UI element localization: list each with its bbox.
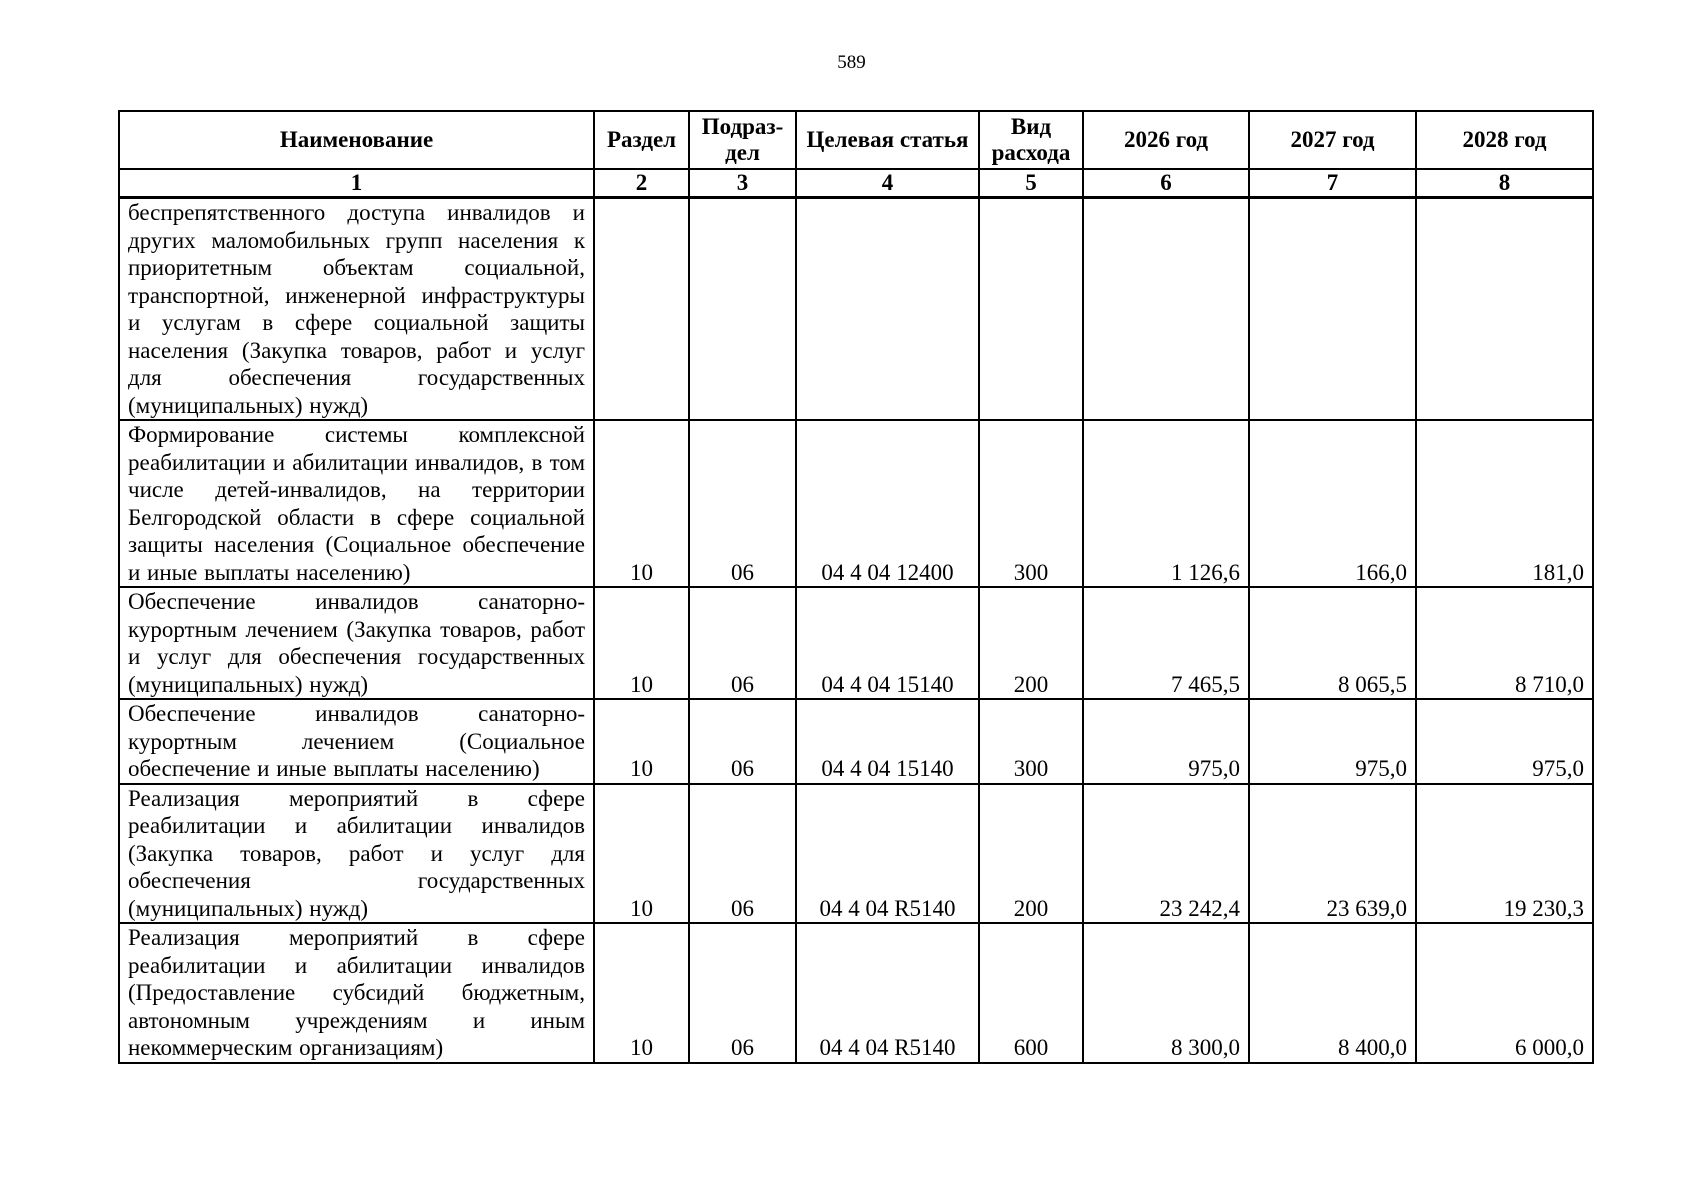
column-number: 1 — [119, 169, 594, 198]
row-podrazdel: 06 — [689, 587, 796, 699]
column-number: 2 — [594, 169, 689, 198]
row-podrazdel — [689, 198, 796, 421]
row-name: Реализация мероприятий в сфере реабилитации и абилитации инвалидов (Предоставление субсидий бюджетным, автономным учреждениям и иным некоммерческим организациям) — [119, 923, 594, 1063]
page-number: 589 — [837, 52, 866, 73]
row-2028 — [1416, 198, 1593, 421]
row-2026: 1 126,6 — [1083, 420, 1249, 587]
table-row — [119, 420, 1593, 587]
row-celevaya-statya: 04 4 04 12400 — [796, 420, 979, 587]
row-2026 — [1083, 198, 1249, 421]
header-2027: 2027 год — [1249, 111, 1416, 169]
row-name: Обеспечение инвалидов санаторно-курортным лечением (Закупка товаров, работ и услуг для обеспечения государственных (муниципальных) нужд) — [119, 587, 594, 699]
column-number: 3 — [689, 169, 796, 198]
header-vid-rashoda: Вид расхода — [979, 111, 1083, 169]
header-podrazdel: Подраз-дел — [689, 111, 796, 169]
budget-table — [118, 110, 1594, 1064]
row-podrazdel: 06 — [689, 923, 796, 1063]
row-vid-rashoda: 600 — [979, 923, 1083, 1063]
row-name: Реализация мероприятий в сфере реабилитации и абилитации инвалидов (Закупка товаров, работ и услуг для обеспечения государственных (муниципальных) нужд) — [119, 784, 594, 924]
table-row — [119, 784, 1593, 924]
row-vid-rashoda: 200 — [979, 587, 1083, 699]
row-2026: 7 465,5 — [1083, 587, 1249, 699]
row-razdel: 10 — [594, 699, 689, 784]
row-2027: 23 639,0 — [1249, 784, 1416, 924]
row-2028: 19 230,3 — [1416, 784, 1593, 924]
row-razdel: 10 — [594, 587, 689, 699]
row-razdel: 10 — [594, 420, 689, 587]
table-row — [119, 587, 1593, 699]
row-2026: 975,0 — [1083, 699, 1249, 784]
table-row — [119, 699, 1593, 784]
column-number: 7 — [1249, 169, 1416, 198]
row-celevaya-statya: 04 4 04 R5140 — [796, 784, 979, 924]
row-2026: 23 242,4 — [1083, 784, 1249, 924]
column-number: 5 — [979, 169, 1083, 198]
row-2027: 166,0 — [1249, 420, 1416, 587]
row-vid-rashoda — [979, 198, 1083, 421]
row-razdel: 10 — [594, 784, 689, 924]
row-vid-rashoda: 200 — [979, 784, 1083, 924]
row-celevaya-statya: 04 4 04 15140 — [796, 699, 979, 784]
row-2027: 8 065,5 — [1249, 587, 1416, 699]
column-number: 8 — [1416, 169, 1593, 198]
row-2027 — [1249, 198, 1416, 421]
row-2028: 975,0 — [1416, 699, 1593, 784]
table-row — [119, 923, 1593, 1063]
header-razdel: Раздел — [594, 111, 689, 169]
row-podrazdel: 06 — [689, 699, 796, 784]
row-celevaya-statya — [796, 198, 979, 421]
row-celevaya-statya: 04 4 04 15140 — [796, 587, 979, 699]
row-2028: 8 710,0 — [1416, 587, 1593, 699]
row-podrazdel: 06 — [689, 420, 796, 587]
row-2027: 8 400,0 — [1249, 923, 1416, 1063]
row-vid-rashoda: 300 — [979, 699, 1083, 784]
row-2026: 8 300,0 — [1083, 923, 1249, 1063]
row-razdel — [594, 198, 689, 421]
column-number-row — [119, 169, 1593, 198]
row-2027: 975,0 — [1249, 699, 1416, 784]
row-vid-rashoda: 300 — [979, 420, 1083, 587]
header-2028: 2028 год — [1416, 111, 1593, 169]
header-2026: 2026 год — [1083, 111, 1249, 169]
table-row — [119, 198, 1593, 421]
row-2028: 181,0 — [1416, 420, 1593, 587]
row-celevaya-statya: 04 4 04 R5140 — [796, 923, 979, 1063]
row-name: беспрепятственного доступа инвалидов и других маломобильных групп населения к приоритетным объектам социальной, транспортной, инженерной инфраструктуры и услугам в сфере социальной защиты населения (Закупка товаров, работ и услуг для обеспечения государственных (муниципальных) нужд) — [119, 198, 594, 421]
column-number: 4 — [796, 169, 979, 198]
header-name: Наименование — [119, 111, 594, 169]
row-2028: 6 000,0 — [1416, 923, 1593, 1063]
header-row — [119, 111, 1593, 169]
row-name: Формирование системы комплексной реабилитации и абилитации инвалидов, в том числе детей-инвалидов, на территории Белгородской области в сфере социальной защиты населения (Социальное обеспечение и иные выплаты населению) — [119, 420, 594, 587]
column-number: 6 — [1083, 169, 1249, 198]
row-podrazdel: 06 — [689, 784, 796, 924]
header-celevaya-statya: Целевая статья — [796, 111, 979, 169]
row-name: Обеспечение инвалидов санаторно-курортным лечением (Социальное обеспечение и иные выплаты населению) — [119, 699, 594, 784]
row-razdel: 10 — [594, 923, 689, 1063]
